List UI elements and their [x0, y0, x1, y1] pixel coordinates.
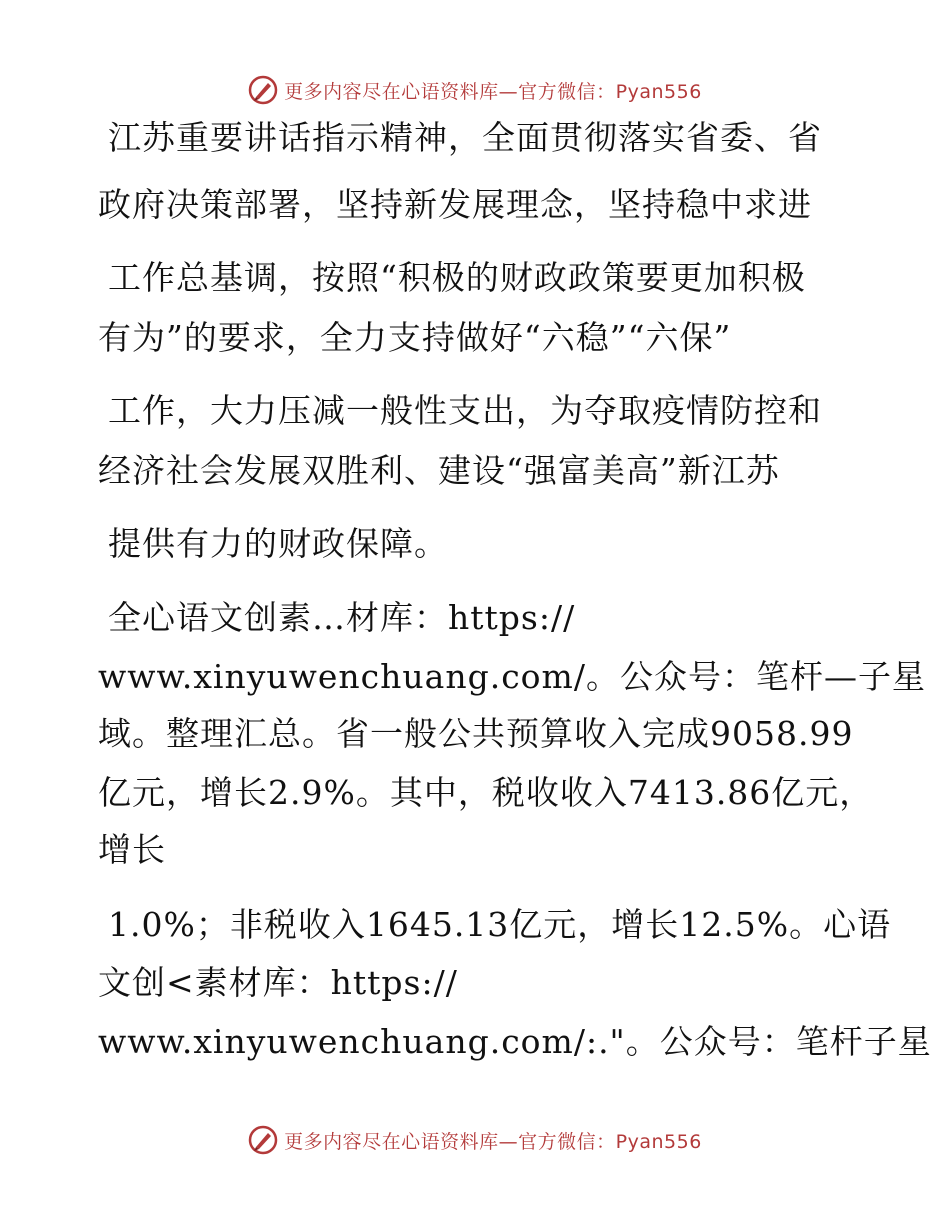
watermark-text: 更多内容尽在心语资料库—官方微信：Pyan556	[284, 80, 702, 103]
header-watermark	[0, 70, 950, 110]
text-line: 政府决策部署，坚持新发展理念，坚持稳中求进	[98, 185, 812, 224]
text-line: 江苏重要讲话指示精神，全面贯彻落实省委、省	[108, 118, 822, 157]
text-line: 亿元，增长2.9%。其中，税收收入7413.86亿元，	[98, 773, 874, 812]
text-line: 增长	[98, 830, 166, 869]
text-line: 1.0%；非税收入1645.13亿元，增长12.5%。心语	[108, 905, 892, 944]
text-line: www.xinyuwenchuang.com/:."。公众号：笔杆子星	[98, 1022, 932, 1061]
watermark-text: 更多内容尽在心语资料库—官方微信：Pyan556	[284, 1130, 702, 1153]
text-line: 提供有力的财政保障。	[108, 524, 448, 563]
text-line: 全心语文创素…材库：https://	[108, 598, 576, 637]
text-line: 文创<素材库：https://	[98, 963, 458, 1002]
text-line: 工作总基调，按照“积极的财政政策要更加积极	[108, 258, 806, 297]
text-line: 有为”的要求，全力支持做好“六稳”“六保”	[98, 318, 732, 357]
text-line: 经济社会发展双胜利、建设“强富美高”新江苏	[98, 451, 780, 490]
text-line: 工作，大力压减一般性支出，为夺取疫情防控和	[108, 391, 822, 430]
pen-logo-icon	[248, 1125, 278, 1155]
text-line: www.xinyuwenchuang.com/。公众号：笔杆—子星	[98, 657, 926, 696]
footer-watermark	[0, 1120, 950, 1160]
text-line: 域。整理汇总。省一般公共预算收入完成9058.99	[98, 714, 854, 753]
pen-logo-icon	[248, 75, 278, 105]
